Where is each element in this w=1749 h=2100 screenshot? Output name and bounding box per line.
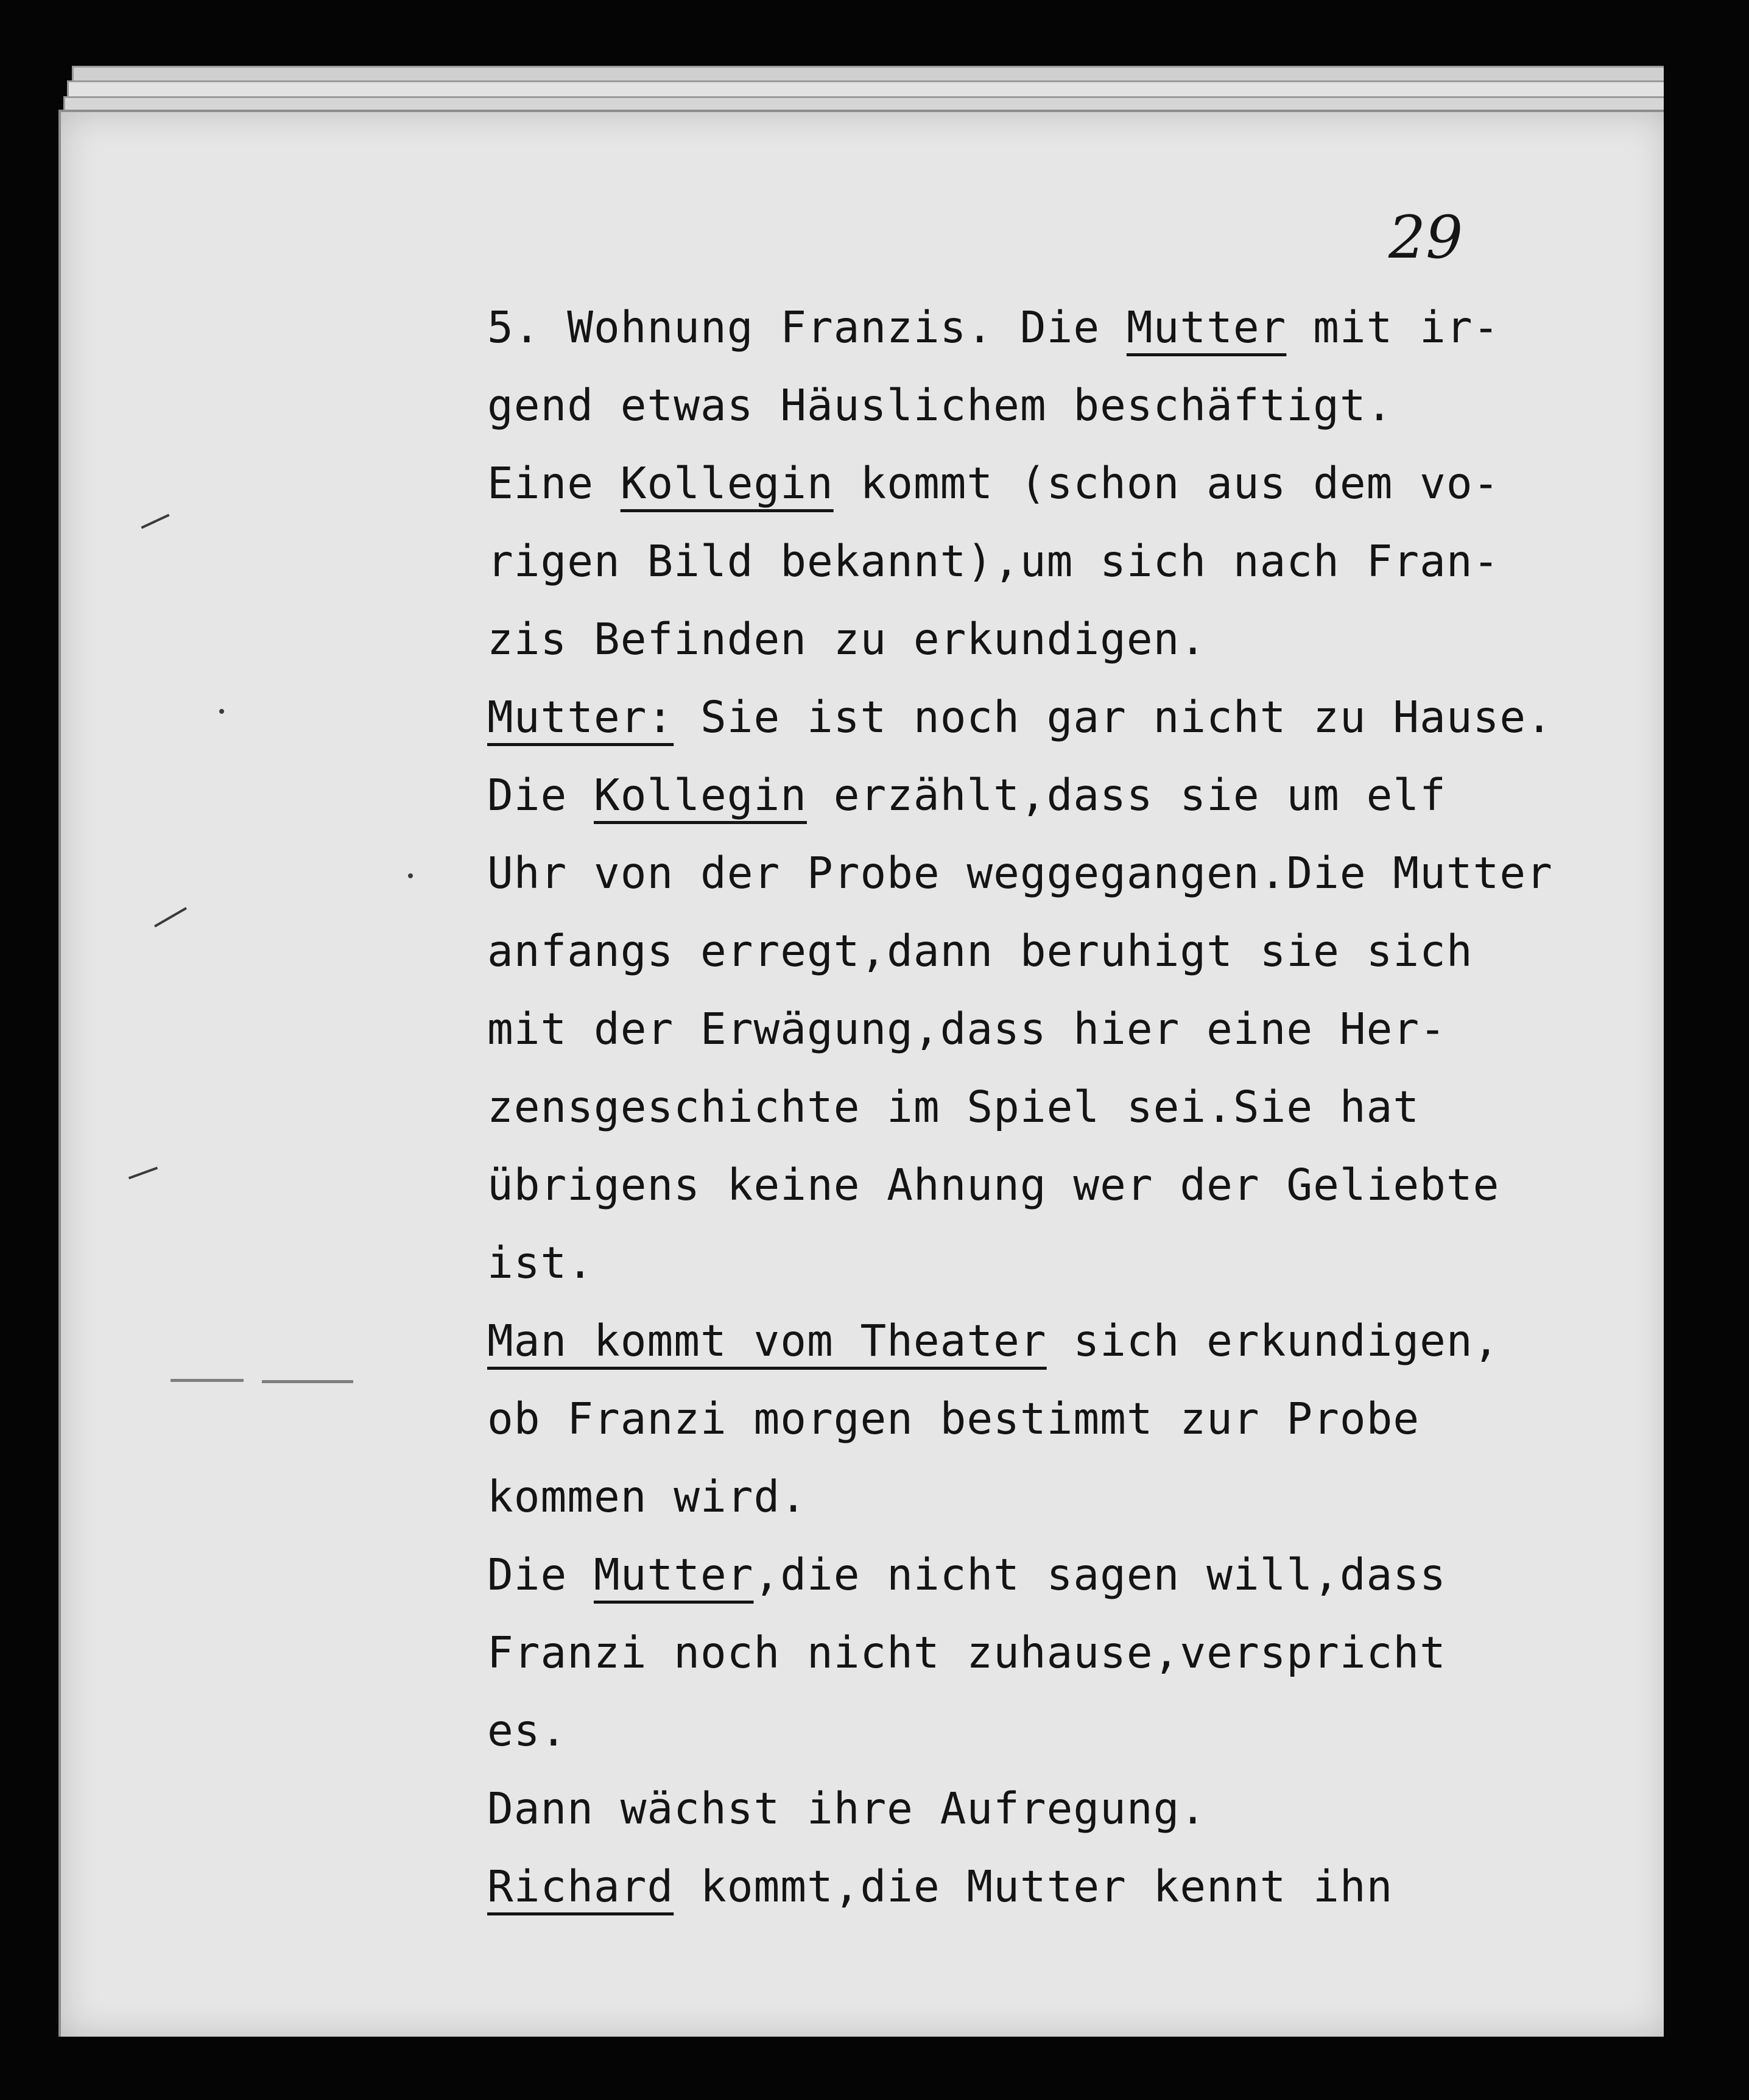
stray-mark (408, 873, 413, 878)
underlined-text: Mutter (593, 1549, 754, 1600)
text-line (487, 756, 1596, 834)
scan-edge (1664, 0, 1749, 2100)
text-line (487, 445, 1596, 523)
underlined-text: Richard (487, 1861, 674, 1912)
text-segment: es. (487, 1705, 568, 1756)
text-segment: ,die nicht sagen will,dass (753, 1549, 1446, 1600)
text-line (487, 1146, 1596, 1224)
text-segment: Uhr von der Probe weggegangen.Die Mutter (487, 848, 1553, 898)
text-segment: Sie ist noch gar nicht zu Hause. (674, 692, 1553, 742)
text-line (487, 1068, 1596, 1146)
text-segment: kommt (schon aus dem vo- (833, 458, 1500, 509)
stray-mark (171, 1379, 244, 1382)
underlined-text: Man kommt vom Theater (487, 1316, 1047, 1366)
text-segment: Die (487, 770, 594, 820)
text-segment: mit der Erwägung,dass hier eine Her- (487, 1004, 1446, 1054)
text-segment: ob Franzi morgen bestimmt zur Probe (487, 1394, 1420, 1444)
text-line (487, 1848, 1596, 1926)
stray-mark (219, 709, 224, 714)
text-segment: kommen wird. (487, 1471, 807, 1522)
text-segment: Die (487, 1549, 594, 1600)
text-segment: mit ir- (1286, 302, 1500, 353)
text-segment: Eine (487, 458, 621, 509)
text-segment: Franzi noch nicht zuhause,verspricht (487, 1627, 1446, 1678)
page-number: 29 (1388, 203, 1463, 272)
text-line (487, 1614, 1596, 1692)
stray-mark (154, 907, 187, 927)
typewritten-page (58, 110, 1669, 2037)
text-line (487, 678, 1596, 756)
text-line (487, 990, 1596, 1068)
typed-text (487, 289, 1596, 1926)
text-segment: erzählt,dass sie um elf (806, 770, 1446, 820)
text-line (487, 1380, 1596, 1458)
text-segment: rigen Bild bekannt),um sich nach Fran- (487, 536, 1500, 587)
underlined-text: Kollegin (620, 458, 834, 509)
text-segment: zis Befinden zu erkundigen. (487, 614, 1207, 664)
text-segment: zensgeschichte im Spiel sei.Sie hat (487, 1082, 1420, 1132)
text-line (487, 1770, 1596, 1848)
text-segment: 5. Wohnung Franzis. Die (487, 302, 1127, 353)
text-segment: gend etwas Häuslichem beschäftigt. (487, 380, 1393, 431)
stray-mark (128, 1167, 158, 1180)
text-segment: übrigens keine Ahnung wer der Geliebte (487, 1160, 1500, 1210)
text-line (487, 1536, 1596, 1614)
text-line (487, 367, 1596, 445)
text-line (487, 1224, 1596, 1302)
text-line (487, 523, 1596, 601)
text-segment: anfangs erregt,dann beruhigt sie sich (487, 926, 1473, 976)
text-segment: kommt,die Mutter kennt ihn (674, 1861, 1393, 1912)
text-line (487, 912, 1596, 990)
text-line (487, 1302, 1596, 1380)
underlined-text: Mutter: (487, 692, 674, 742)
text-segment: Dann wächst ihre Aufregung. (487, 1783, 1207, 1834)
text-line (487, 289, 1596, 367)
text-segment: sich erkundigen, (1046, 1316, 1500, 1366)
underlined-text: Mutter (1126, 302, 1287, 353)
text-line (487, 601, 1596, 678)
text-line (487, 834, 1596, 912)
text-line (487, 1692, 1596, 1770)
text-segment: ist. (487, 1238, 594, 1288)
stray-mark (262, 1380, 353, 1383)
text-line (487, 1458, 1596, 1536)
underlined-text: Kollegin (593, 770, 807, 820)
stray-mark (141, 514, 169, 529)
